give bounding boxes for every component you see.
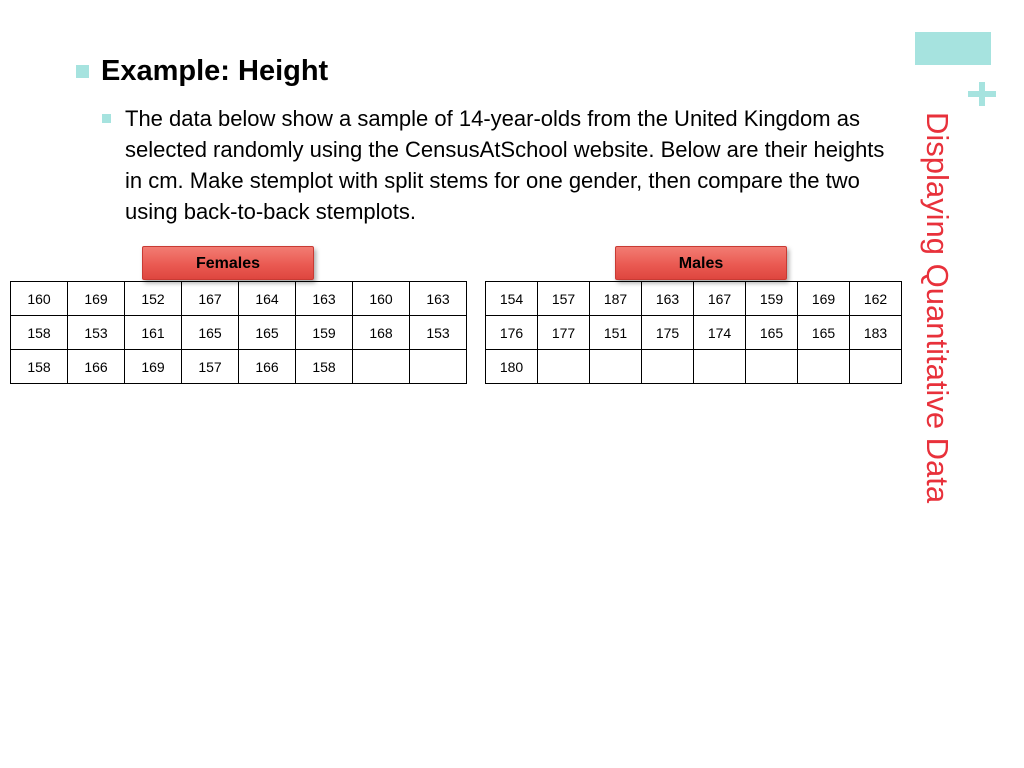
table-cell: 157 [182, 350, 239, 384]
table-cell: 163 [642, 282, 694, 316]
table-cell: 176 [486, 316, 538, 350]
accent-bar [915, 32, 991, 65]
table-cell: 165 [182, 316, 239, 350]
males-table [485, 281, 902, 384]
table-cell: 183 [850, 316, 902, 350]
table-cell [850, 350, 902, 384]
table-row [486, 282, 902, 316]
table-cell: 159 [296, 316, 353, 350]
table-cell: 177 [538, 316, 590, 350]
table-cell: 157 [538, 282, 590, 316]
table-cell: 164 [239, 282, 296, 316]
slide-title: Displaying Quantitative Data [920, 112, 955, 504]
description-text: The data below show a sample of 14-year-olds from the United Kingdom as selected randomly using the CensusAtSchool website. Below are their heights in cm. Make stemplot with split stems for one gender, then compare the two using back-to-back stemplots. [125, 106, 885, 224]
table-cell: 166 [68, 350, 125, 384]
table-cell: 153 [410, 316, 467, 350]
table-cell: 160 [353, 282, 410, 316]
females-table [10, 281, 467, 384]
table-cell [538, 350, 590, 384]
table-cell: 154 [486, 282, 538, 316]
table-cell [590, 350, 642, 384]
main-bullet [76, 55, 328, 88]
sub-bullet [102, 103, 892, 227]
table-row [11, 316, 467, 350]
table-cell: 162 [850, 282, 902, 316]
table-cell: 174 [694, 316, 746, 350]
table-cell: 167 [182, 282, 239, 316]
table-cell [798, 350, 850, 384]
table-cell: 158 [11, 316, 68, 350]
table-cell: 158 [296, 350, 353, 384]
table-cell: 165 [798, 316, 850, 350]
table-cell: 168 [353, 316, 410, 350]
table-cell: 160 [11, 282, 68, 316]
table-row [11, 350, 467, 384]
table-cell: 159 [746, 282, 798, 316]
table-cell: 165 [746, 316, 798, 350]
table-cell: 169 [68, 282, 125, 316]
table-cell [353, 350, 410, 384]
table-cell: 161 [125, 316, 182, 350]
table-row [486, 316, 902, 350]
table-cell: 163 [296, 282, 353, 316]
table-cell: 152 [125, 282, 182, 316]
table-cell [410, 350, 467, 384]
table-cell: 163 [410, 282, 467, 316]
females-label: Females [142, 246, 314, 280]
table-row [11, 282, 467, 316]
table-cell: 158 [11, 350, 68, 384]
table-cell: 175 [642, 316, 694, 350]
table-cell: 153 [68, 316, 125, 350]
example-heading: Example: Height [101, 55, 329, 87]
plus-icon [966, 82, 998, 106]
table-cell: 151 [590, 316, 642, 350]
table-cell: 169 [798, 282, 850, 316]
table-cell [694, 350, 746, 384]
square-bullet-icon [102, 114, 111, 123]
table-row [486, 350, 902, 384]
table-cell: 169 [125, 350, 182, 384]
square-bullet-icon [76, 65, 89, 78]
table-cell: 180 [486, 350, 538, 384]
table-cell: 187 [590, 282, 642, 316]
males-label: Males [615, 246, 787, 280]
table-cell [746, 350, 798, 384]
table-cell: 165 [239, 316, 296, 350]
table-cell: 166 [239, 350, 296, 384]
table-cell: 167 [694, 282, 746, 316]
table-cell [642, 350, 694, 384]
